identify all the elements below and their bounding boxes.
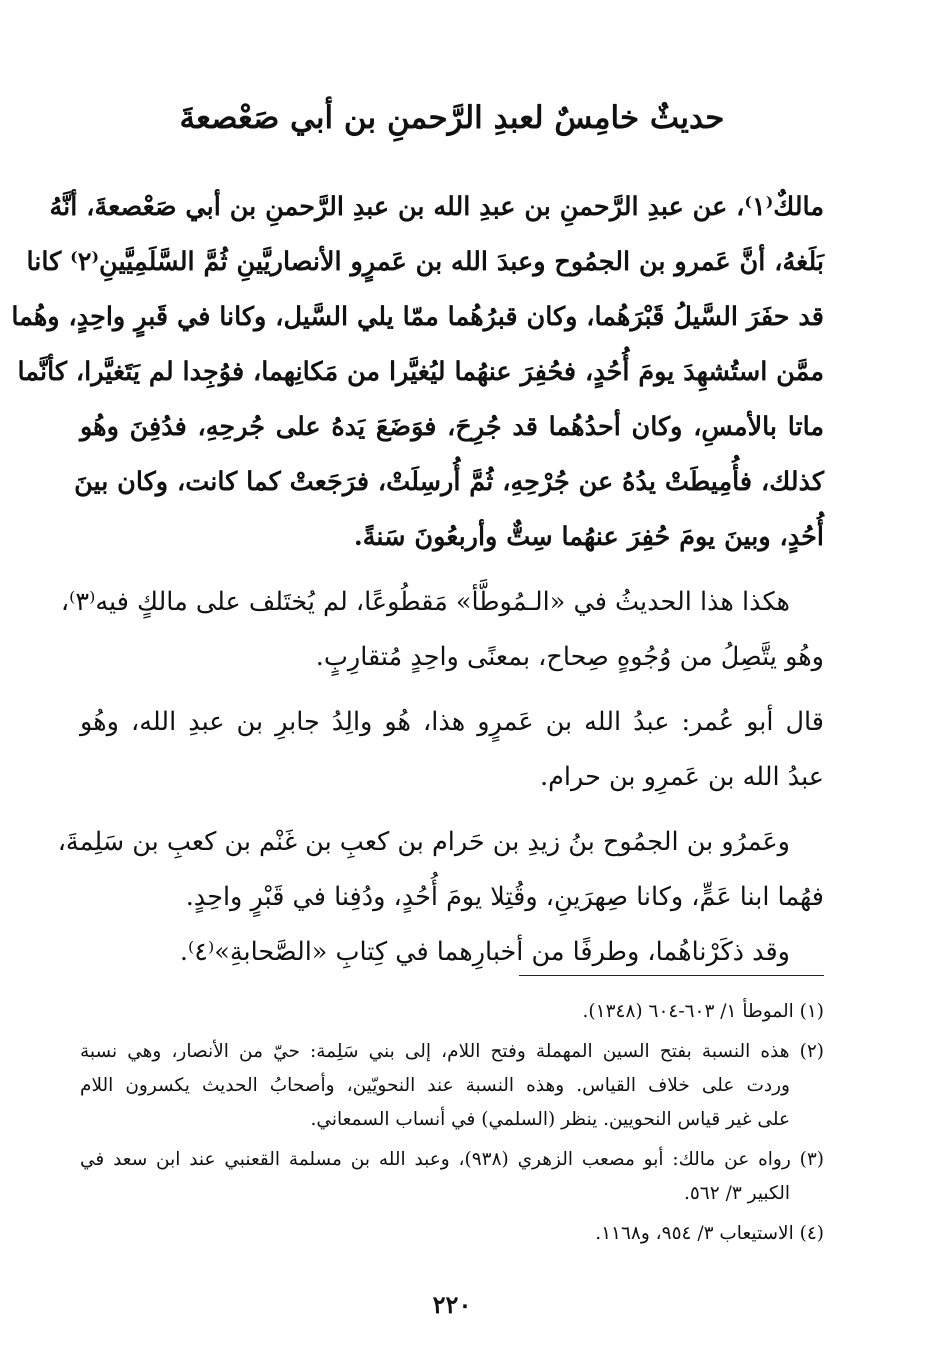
text-line: هكذا هذا الحديثُ في «الـمُوطَّأ» مَقطُوعًا، لم يُختَلف على مالكٍ فيه⁽٣⁾، xyxy=(60,587,790,617)
text-line: ممَّن استُشهِدَ يومَ أُحُدٍ، فحُفِرَ عنهُما ليُغيَّرا من مَكانِهما، فوُجِدا لم يَتَغيَّرا، كأنَّما xyxy=(17,357,824,387)
page-number: ٢٢٠ xyxy=(432,1290,472,1319)
text-line: أُحُدٍ، وبينَ يومَ حُفِرَ عنهُما سِتٌّ وأربعُونَ سَنةً. xyxy=(353,522,824,552)
footnote-line: على غير قياس النحويين. ينظر (السلمي) في أنساب السمعاني. xyxy=(310,1109,790,1130)
footnote-line: (٢) هذه النسبة بفتح السين المهملة وفتح اللام، إلى بني سَلِمة: حيّ من الأنصار، وهي نسبة xyxy=(80,1041,824,1062)
text-line: عبدُ الله بن عَمرِو بن حرام. xyxy=(540,762,824,792)
footnote-line: (١) الموطأ ١/ ٦٠٣-٦٠٤ (١٣٤٨). xyxy=(582,1001,824,1022)
text-line: بَلَغهُ، أنَّ عَمرو بن الجمُوح وعبدَ الله بن عَمرٍو الأنصاريَّينِ ثُمَّ السَّلَمِيَّينِ⁽٢⁾ كانا xyxy=(26,247,824,277)
footnote-separator xyxy=(519,975,824,976)
footnote-line: (٣) رواه عن مالك: أبو مصعب الزهري (٩٣٨)، وعبد الله بن مسلمة القعنبي عند ابن سعد في xyxy=(80,1149,824,1170)
text-line: ماتا بالأمسِ، وكان أحدُهُما قد جُرِحَ، فوَضَعَ يَدهُ على جُرحِهِ، فدُفِنَ وهُو xyxy=(80,412,824,442)
text-line: وقد ذكَرْناهُما، وطرفًا من أخبارِهما في كِتابِ «الصَّحابةِ»⁽٤⁾. xyxy=(179,937,790,967)
main-text xyxy=(11,180,824,980)
footnote-line: الكبير ٣/ ٥٦٢. xyxy=(683,1183,790,1204)
text-line: قد حفَرَ السَّيلُ قَبْرَهُما، وكان قبرُهُما ممّا يلي السَّيل، وكانا في قَبرٍ واحِدٍ، وهُما xyxy=(11,302,824,332)
footnotes xyxy=(80,995,824,1251)
footnote-line: وردت على خلاف القياس. وهذه النسبة عند النحويّين، وأصحابُ الحديث يكسرون اللام xyxy=(80,1075,790,1096)
page-title: حديثٌ خامِسٌ لعبدِ الرَّحمنِ بن أبي صَعْصعةَ xyxy=(179,100,725,136)
text-line: فهُما ابنا عَمٍّ، وكانا صِهرَينِ، وقُتِلا يومَ أُحُدٍ، ودُفِنا في قَبْرٍ واحِدٍ. xyxy=(185,882,824,912)
text-line: مالكٌ⁽١⁾، عن عبدِ الرَّحمنِ بن عبدِ الله بن عبدِ الرَّحمنِ بن أبي صَعْصعةَ، أنَّهُ xyxy=(49,192,824,222)
text-line: وعَمرُو بن الجمُوح بنُ زيدِ بن حَرام بن كعبِ بن غَنْم بن كعبِ بن سَلِمةَ، xyxy=(57,827,790,857)
text-line: وهُو يتَّصِلُ من وُجُوهٍ صِحاح، بمعنًى واحِدٍ مُتقارِبٍ. xyxy=(315,642,824,672)
text-line: قال أبو عُمر: عبدُ الله بن عَمرٍو هذا، هُو والِدُ جابرِ بن عبدِ الله، وهُو xyxy=(80,707,824,737)
footnote-line: (٤) الاستيعاب ٣/ ٩٥٤، و١١٦٨. xyxy=(595,1223,824,1244)
text-line: كذلك، فأُمِيطَتْ يدُهُ عن جُرْحِهِ، ثُمَّ أُرسِلَتْ، فرَجَعتْ كما كانت، وكان بينَ xyxy=(74,467,824,497)
